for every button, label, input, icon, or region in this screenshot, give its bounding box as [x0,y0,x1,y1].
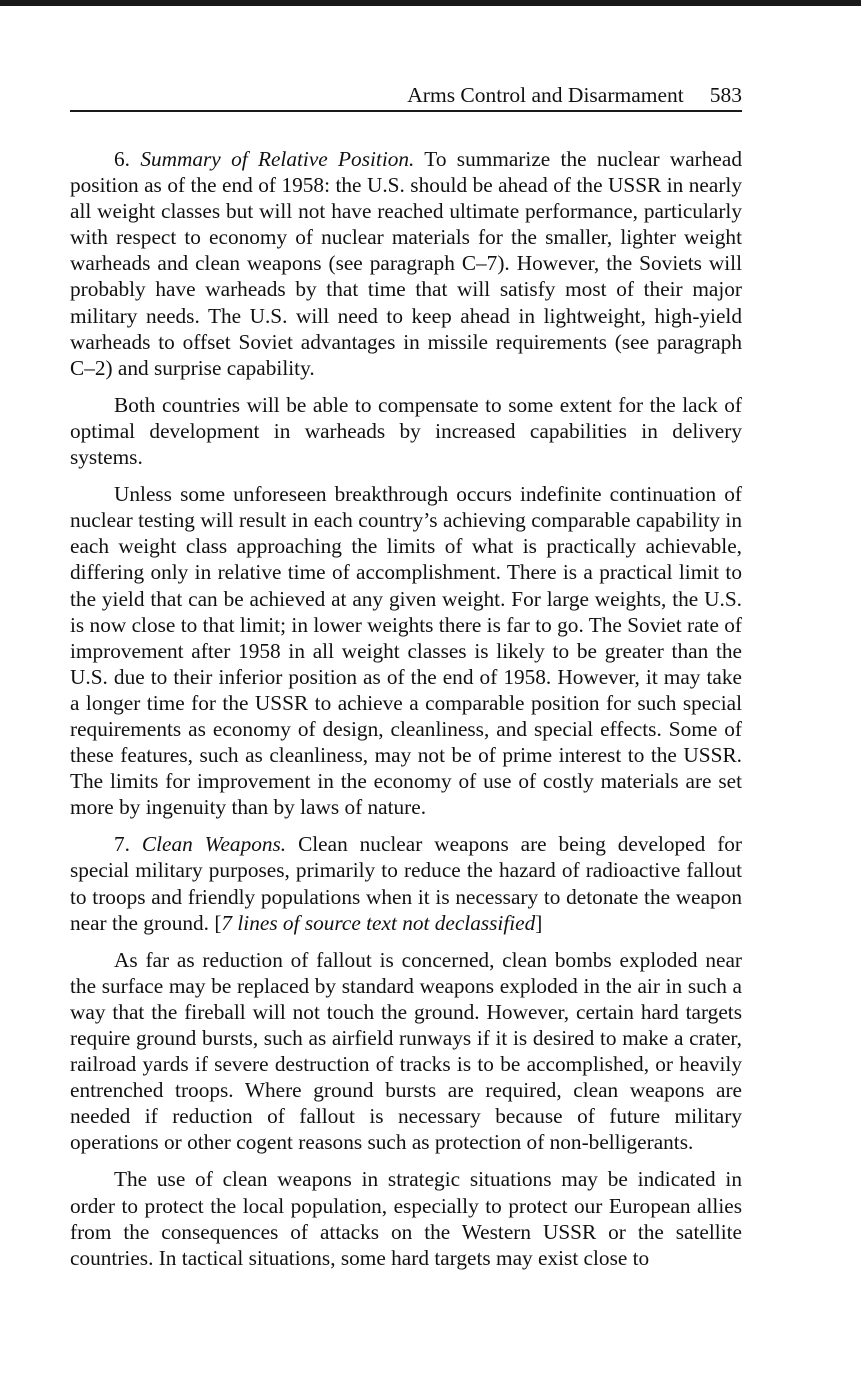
paragraph-strategic-use [70,1166,742,1270]
editorial-note [214,911,542,935]
page-top-border [0,0,861,6]
paragraph-text: The use of clean weapons in strategic situations may be indicated in order to protect the local population, especially to protect our European allies from the consequences of attacks on the Western USSR or the satellite countries. In tactical situations, some hard targets may exist close to [70,1167,742,1270]
paragraph-text: Both countries will be able to compensate to some extent for the lack of optimal development in warheads by increased capabilities in delivery systems. [70,392,742,470]
paragraph-number: 7. [114,832,130,857]
body-text [70,146,742,1282]
paragraph-text: Clean nuclear weapons are being developed for special military purposes, primarily to reduce the hazard of radioactive fallout to troops and friendly populations when it is necessary to detonate the weapon near the ground. [70,832,743,935]
section-heading: Summary of Relative Position. [140,147,415,171]
paragraph-text: As far as reduction of fallout is concerned, clean bombs exploded near the surface may be replaced by standard weapons exploded in the air in such a way that the fireball will not touch the ground. However, certain hard targets require ground bursts, such as airfield runways if it is desired to make a crater, railroad yards if severe destruction of tracks is to be accomplished, or heavily entrenched troops. Where ground bursts are required, clean weapons are needed if reduction of fallout is necessary because of future military operations or other cogent reasons such as protection of non-belligerants. [70,947,742,1155]
section-heading: Clean Weapons. [141,832,287,857]
paragraph-delivery-systems [70,392,742,470]
paragraph-fallout-reduction [70,947,742,1156]
paragraph-nuclear-testing [70,481,742,820]
note-bracket-open: [ [214,910,222,935]
paragraph-summary-relative-position [70,146,742,381]
paragraph-text: Unless some unforeseen breakthrough occurs indefinite continuation of nuclear testing will result in each country’s achieving comparable capability in each weight class approaching the limits of what is practically achievable, differing only in relative time of accomplishment. There is a practical limit to the yield that can be achieved at any given weight. For large weights, the U.S. is now close to that limit; in lower weights there is far to go. The Soviet rate of improvement after 1958 in all weight classes is likely to be greater than the U.S. due to their inferior position as of the end of 1958. However, it may take a longer time for the USSR to achieve a comparable position for such special requirements as economy of design, cleanliness, and special effects. Some of these features, such as cleanliness, may not be of prime interest to the USSR. The limits for improvement in the economy of use of costly materials are set more by ingenuity than by laws of nature. [70,482,742,820]
note-bracket-close: ] [535,910,543,935]
paragraph-clean-weapons [70,831,742,935]
paragraph-text: To summarize the nuclear warhead position as of the end of 1958: the U.S. should be ahead of the USSR in nearly all weight classes but will not have reached ultimate performance, particularly with respect to economy of nuclear materials for the smaller, lighter weight warheads and clean weapons (see paragraph C–7). However, the Soviets will probably have warheads by that time that will satisfy most of their major military needs. The U.S. will need to keep ahead in lightweight, high-yield warheads to offset Soviet advantages in missile requirements (see paragraph C–2) and surprise capability. [70,147,742,380]
paragraph-number: 6. [114,147,130,171]
note-text: 7 lines of source text not declassified [221,910,536,935]
running-title: Arms Control and Disarmament [407,83,684,107]
page-number: 583 [709,83,742,107]
running-header [70,80,742,112]
